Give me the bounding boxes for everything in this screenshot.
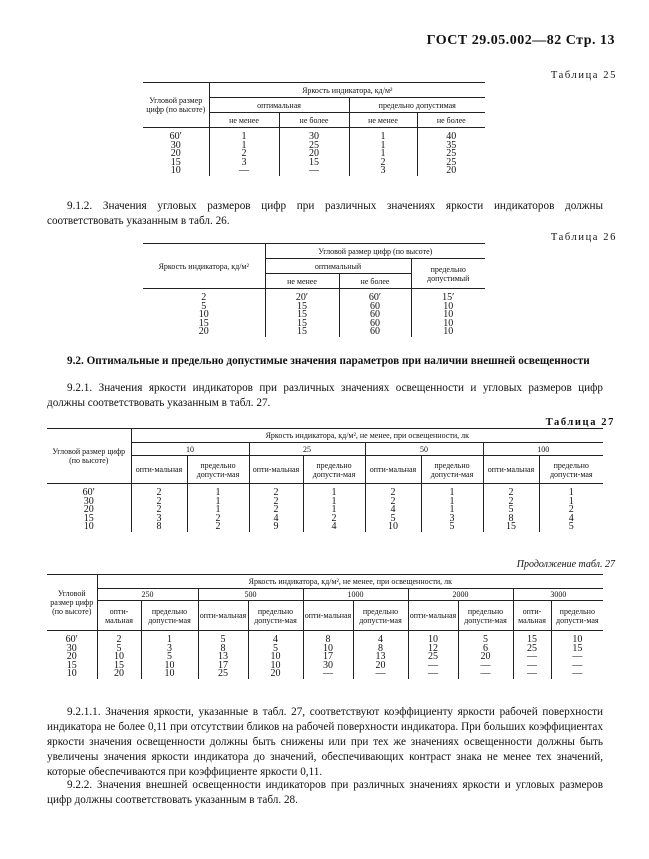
table26-row [143,294,485,303]
table27b-cell: 10 [408,636,458,645]
table25-cell: 15 [279,159,349,168]
table27-cell: 15 [483,523,539,532]
table25-cell: 20 [417,167,485,176]
table27b-cell: 10 [141,662,198,671]
table27b-cell: 17 [303,653,353,662]
table27-cell: 4 [365,506,421,515]
table27b-cell: — [513,662,551,671]
table27b-cell: 20 [97,670,141,679]
table25-group-header: Яркость индикатора, кд/м² [209,83,485,98]
table27b-cell: 20 [248,670,303,679]
table27-cell: 1 [303,489,365,498]
table27-leaf-header: предельно допусти-мая [187,456,249,484]
table27-body [47,484,603,532]
table27b-leaf-header: предельно допусти-мая [353,601,408,631]
table27-cell: 1 [187,506,249,515]
table26-limit-header: предельно допустимый [411,259,485,289]
table26-leaf-header: не менее [265,274,339,289]
page-header: ГОСТ 29.05.002—82 Стр. 13 [426,33,615,48]
table27-cell: 2 [483,489,539,498]
table26-cell: 60′ [339,294,411,303]
table27-row [47,515,603,524]
table27-cell: 30 [47,498,131,507]
table27b-cell: 5 [97,645,141,654]
paragraph-9-1-2: 9.1.2. Значения угловых размеров цифр при различных значениях яркости индикаторов должны соответствовать указанным в табл. 26. [47,200,603,227]
table25-cell: 3 [209,159,279,168]
table25-cell: 3 [349,167,417,176]
table27-cell: 5 [365,515,421,524]
table27-cell: 1 [421,489,483,498]
table27-illum-header: 10 [131,443,249,456]
table25-cell: 1 [349,133,417,142]
table27-cell: 1 [303,506,365,515]
table27-illum-header: 25 [249,443,365,456]
table27b-cell: 10 [47,670,97,679]
table26-cell: 15 [265,320,339,329]
table27b-cell: — [551,670,603,679]
table26-cell: 15 [265,311,339,320]
table27b-cell: — [458,662,513,671]
table27b-leaf-header: предельно допусти-мая [248,601,303,631]
table27-group-header: Яркость индикатора, кд/м², не менее, при освещенности, лк [131,429,603,443]
paragraph-9-2-2: 9.2.2. Значения внешней освещенности индикаторов при различных значениях яркости и угловых размеров цифр должны соответствовать указанным в табл. 28. [47,779,603,806]
table25-cell: 40 [417,133,485,142]
table26-leaf-header: не более [339,274,411,289]
table25-sub-header: предельно допустимая [349,98,485,113]
table25-cell: 1 [209,142,279,151]
table27b-leaf-header: опти-мальная [198,601,248,631]
table27b-cell: 25 [513,645,551,654]
table27b-cell: — [353,670,408,679]
table27b-cell: 15 [97,662,141,671]
table27b-leaf-header: опти-мальная [303,601,353,631]
table27b-col1-header: Угловой размер цифр (по высоте) [47,575,97,631]
table27b-leaf-header: опти-мальная [408,601,458,631]
table25-cell: 1 [209,133,279,142]
table25-cell: 15 [143,159,209,168]
table27-cell: 3 [421,515,483,524]
table27-cell: 10 [365,523,421,532]
table25-caption: Таблица 25 [550,70,617,81]
table25-leaf-header: не более [417,113,485,128]
table25-body [143,128,485,176]
table27-cell: 1 [539,489,603,498]
table27b-cell: 8 [303,636,353,645]
table27-cell: 60′ [47,489,131,498]
table27b-row [47,670,603,679]
table25-cell: 2 [349,159,417,168]
table27-leaf-header: опти-мальная [131,456,187,484]
table27-leaf-header: опти-мальная [365,456,421,484]
table27 [47,428,603,532]
table27b-cell: 60′ [47,636,97,645]
table27b-leaf-header: предельно допусти-мая [551,601,603,631]
table27-cell: 20 [47,506,131,515]
table25-cell: 20 [143,150,209,159]
table27b-cell: 10 [248,662,303,671]
table27b-leaf-header: предельно допусти-мая [141,601,198,631]
table26-row [143,303,485,312]
table25-cell: 60′ [143,133,209,142]
table27-cell: 2 [249,506,303,515]
table27b-cell: 8 [353,645,408,654]
table25-cell: — [279,167,349,176]
table27-leaf-header: предельно допусти-мая [539,456,603,484]
table25-col1-header: Угловой размер цифр (по высоте) [143,83,209,128]
table27b-cell: 8 [198,645,248,654]
table26-row [143,320,485,329]
table27-cell: 5 [483,506,539,515]
table26-cell: 10 [143,311,265,320]
table25-cell: 25 [279,142,349,151]
table27-cell: 2 [365,489,421,498]
table26-group-header: Угловой размер цифр (по высоте) [265,244,485,259]
table27b-cell: 10 [248,653,303,662]
table25-cell: — [209,167,279,176]
table27b-group-header: Яркость индикатора, кд/м², не менее, при освещенности, лк [97,575,603,589]
table27-leaf-header: опти-мальная [249,456,303,484]
table27-row [47,489,603,498]
table26-cell: 5 [143,303,265,312]
table27b-cell: 13 [198,653,248,662]
table25-cell: 10 [143,167,209,176]
table27-leaf-header: предельно допусти-мая [303,456,365,484]
table27b-cell: 4 [353,636,408,645]
table26-cell: 15 [265,303,339,312]
table27-cell: 2 [131,506,187,515]
table27-cell: 15 [47,515,131,524]
table26-body [143,289,485,337]
table27b-cell: 17 [198,662,248,671]
table27b-cell: 5 [141,653,198,662]
table25-leaf-header: не более [279,113,349,128]
table27b-cell: 25 [198,670,248,679]
table26-cell: 15 [265,328,339,337]
table27b-cell: 30 [303,662,353,671]
section-9-2-heading: 9.2. Оптимальные и предельно допустимые значения параметров при наличии внешней освещенности [67,355,590,367]
table27-cell: 2 [249,498,303,507]
table27b-cell: 10 [141,670,198,679]
table27-leaf-header: опти-мальная [483,456,539,484]
table25-cell: 30 [143,142,209,151]
table27b-cell: 2 [97,636,141,645]
table27b-cell: 13 [353,653,408,662]
table27b-body [47,631,603,679]
table27b-illum-header: 500 [198,589,303,601]
table27b-cell: 4 [248,636,303,645]
table27b-cell: — [551,653,603,662]
table27-cell: 9 [249,523,303,532]
table27-cell: 2 [131,498,187,507]
table27-cell: 2 [365,498,421,507]
table26-cell: 15 [143,320,265,329]
table27-cell: 10 [47,523,131,532]
table27-row [47,506,603,515]
table27-col1-header: Угловой размер цифр (по высоте) [47,429,131,484]
table27-cell: 5 [539,523,603,532]
table26-caption: Таблица 26 [550,232,617,243]
paragraph-9-2-1: 9.2.1. Значения яркости индикаторов при различных значениях освещенности и угловых размеров цифр должны соответствовать указанным в табл. 27. [47,382,603,409]
table27b-cell: — [513,670,551,679]
table27-cell: 1 [421,506,483,515]
table27-cell: 2 [249,489,303,498]
table27b-leaf-header: опти-мальная [513,601,551,631]
table26-cell: 20′ [265,294,339,303]
table27-cell: 2 [303,515,365,524]
table25-cell: 1 [349,142,417,151]
table27-illum-header: 50 [365,443,483,456]
table26-cell: 10 [411,303,485,312]
table27b-cell: 5 [458,636,513,645]
table27b-illum-header: 1000 [303,589,408,601]
table26-cell: 10 [411,328,485,337]
table27b-cell: 25 [408,653,458,662]
table27b-cell: 5 [248,645,303,654]
table27-cell: 8 [131,523,187,532]
table27-cell: 1 [421,498,483,507]
table25-cell: 25 [417,150,485,159]
paragraph-9-2-1-1: 9.2.1.1. Значения яркости, указанные в табл. 27, соответствуют коэффициенту яркости рабочей поверхности индикатора не более 0,11 при отсутствии бликов на рабочей поверхности индикатора. При больших коэффициентах яркости значения освещенности должны быть снижены или при тех же значениях освещенности должны быть увеличены значения яркости индикатора до значений, обеспечивающих контраст знака не менее тех значений, которые обеспечиваются при коэффициенте яркости 0,11. [47,706,603,778]
table27b-cell: 6 [458,645,513,654]
table25-cell: 30 [279,133,349,142]
table27b-cell: — [458,670,513,679]
table26-cell: 60 [339,311,411,320]
table27b-cell: 20 [47,653,97,662]
table27b-cell: — [408,662,458,671]
table25 [143,82,485,176]
table27b-cell: — [408,670,458,679]
table27b-cell: 5 [198,636,248,645]
table25-cell: 25 [417,159,485,168]
table26-row [143,328,485,337]
table27b-cell: 10 [551,636,603,645]
table26-cell: 10 [411,311,485,320]
table27b-illum-header: 2000 [408,589,513,601]
table27b-cell: 15 [551,645,603,654]
table27b-cell: — [513,653,551,662]
table26-row [143,311,485,320]
table27-cell: 1 [539,498,603,507]
table27b-cell: 15 [47,662,97,671]
table27b-cell: — [551,662,603,671]
table27b-cell: — [303,670,353,679]
table25-leaf-header: не менее [209,113,279,128]
table26-col1-header: Яркость индикатора, кд/м² [143,244,265,289]
table27-cell: 4 [539,515,603,524]
table27b-illum-header: 3000 [513,589,603,601]
table27-cell: 3 [131,515,187,524]
table27-cell: 8 [483,515,539,524]
table27-leaf-header: предельно допусти-мая [421,456,483,484]
table27-row [47,523,603,532]
table27-cell: 2 [131,489,187,498]
table27b-cell: 10 [303,645,353,654]
table25-cell: 35 [417,142,485,151]
table27-cell: 5 [421,523,483,532]
table27b-cell: 1 [141,636,198,645]
table25-cell: 2 [209,150,279,159]
table27-cell: 1 [187,489,249,498]
table27-cell: 2 [187,515,249,524]
table27-caption: Таблица 27 [545,417,615,428]
table27-cell: 2 [539,506,603,515]
table27-cell: 2 [187,523,249,532]
table26-cell: 60 [339,328,411,337]
table26 [143,243,485,337]
table27b-leaf-header: опти-мальная [97,601,141,631]
table27-row [47,498,603,507]
table26-cell: 15′ [411,294,485,303]
table27-continuation [47,574,603,679]
table27-cell: 1 [187,498,249,507]
table26-cell: 60 [339,320,411,329]
table27-cell: 4 [303,523,365,532]
table25-leaf-header: не менее [349,113,417,128]
table26-cell: 60 [339,303,411,312]
table25-sub-header: оптимальная [209,98,349,113]
table27b-cell: 10 [97,653,141,662]
table27b-cell: 20 [458,653,513,662]
table26-cell: 2 [143,294,265,303]
table25-row [143,167,485,176]
table25-cell: 20 [279,150,349,159]
table27-continuation-caption: Продолжение табл. 27 [516,559,615,570]
table27-cell: 1 [303,498,365,507]
table27b-cell: 12 [408,645,458,654]
table26-cell: 20 [143,328,265,337]
table27-illum-header: 100 [483,443,603,456]
table27b-cell: 30 [47,645,97,654]
table27-cell: 4 [249,515,303,524]
table27b-cell: 15 [513,636,551,645]
table27b-illum-header: 250 [97,589,198,601]
table27-cell: 2 [483,498,539,507]
table27b-cell: 3 [141,645,198,654]
table26-cell: 10 [411,320,485,329]
table27b-leaf-header: предельно допусти-мая [458,601,513,631]
table26-sub-header: оптимальный [265,259,411,274]
table27b-cell: 20 [353,662,408,671]
table25-cell: 1 [349,150,417,159]
